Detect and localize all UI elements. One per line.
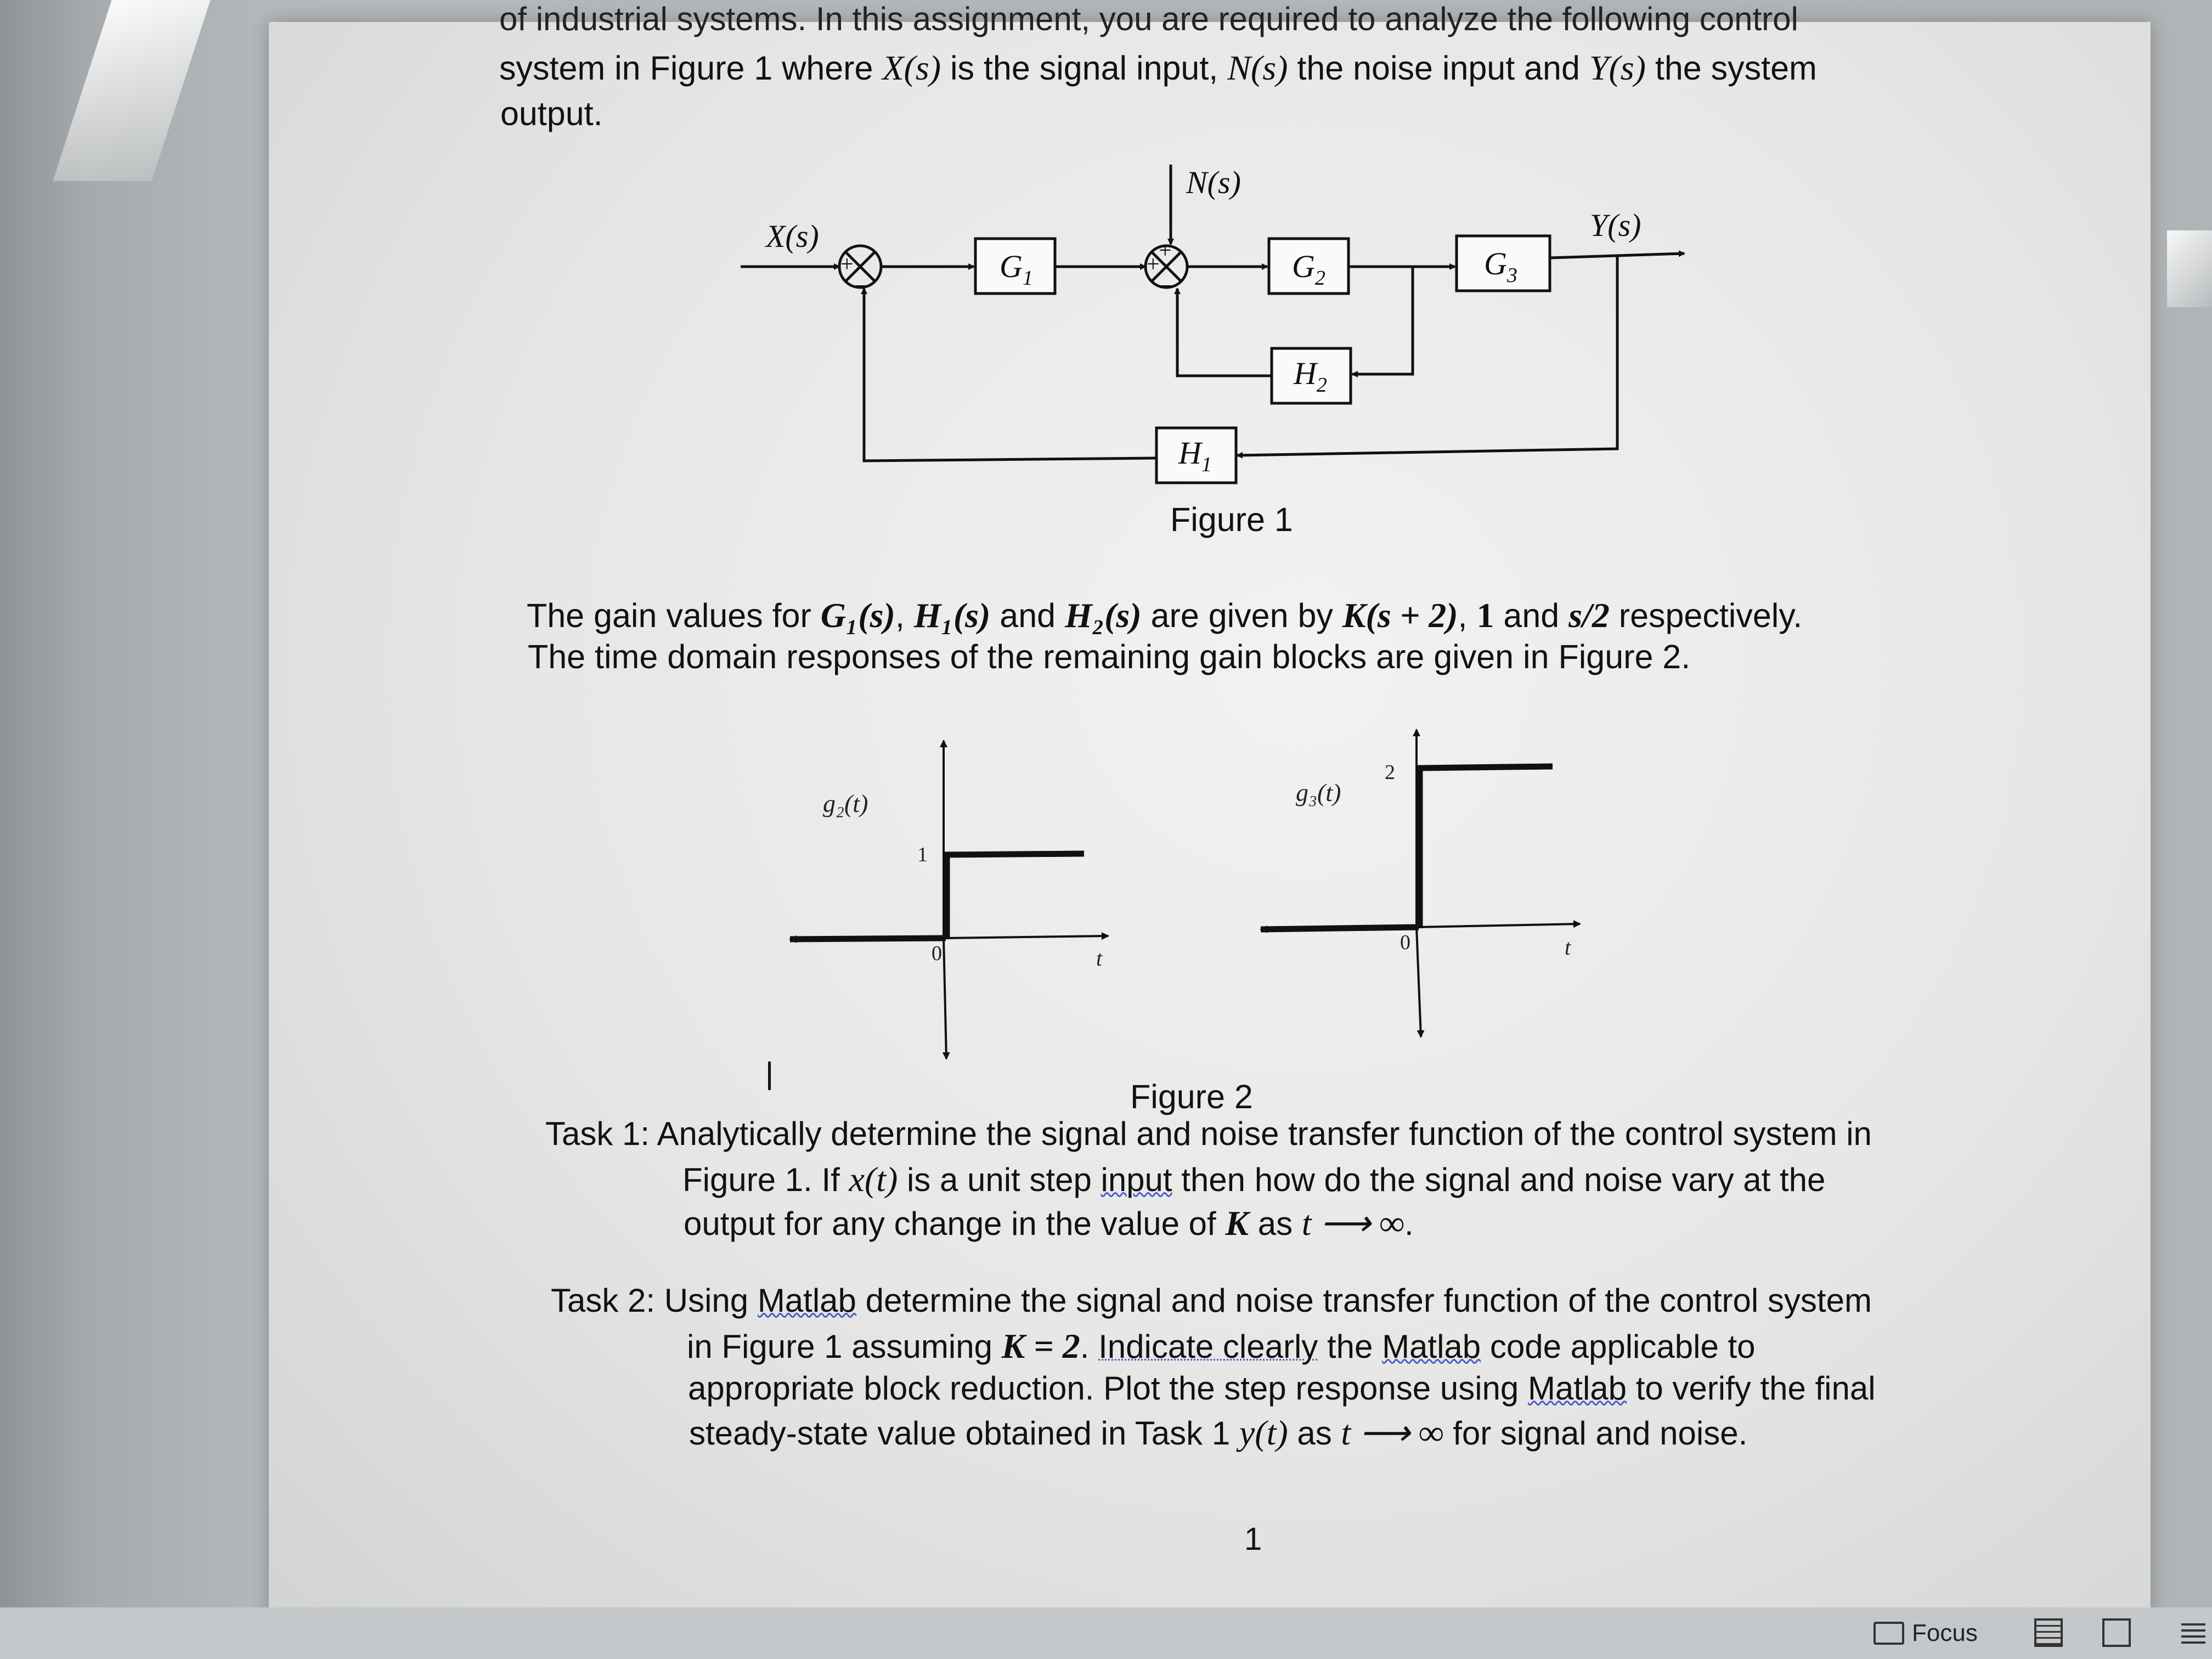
task2-text: as: [1288, 1415, 1341, 1452]
g2-origin-label: 0: [932, 942, 942, 965]
figure-2-caption: Figure 2: [1130, 1078, 1253, 1115]
print-layout-view-icon[interactable]: [2034, 1618, 2063, 1647]
task1-text: is a unit step: [898, 1161, 1101, 1198]
task2-text: appropriate block reduction. Plot the step response using: [688, 1370, 1528, 1407]
light-reflection: [53, 0, 210, 181]
h2-symbol: H₂(s): [1065, 596, 1142, 635]
task2-line-1: [551, 1280, 1872, 1321]
block-diagram-figure-1: [713, 159, 1810, 499]
g3-t-axis-label: t: [1565, 935, 1571, 960]
k-equals-2: K = 2: [1001, 1327, 1080, 1365]
task1-line-3: [684, 1201, 1414, 1245]
gains-line-1: [527, 594, 1802, 637]
task2-text: to verify the final: [1627, 1370, 1876, 1407]
n-noise-label: N(s): [1186, 165, 1241, 200]
gains-text: respectively.: [1609, 597, 1803, 634]
task2-text: for signal and noise.: [1443, 1415, 1748, 1452]
text-cursor: [768, 1062, 771, 1090]
intro-line-1: [499, 46, 1817, 89]
t-to-infinity: t ⟶ ∞: [1301, 1204, 1404, 1243]
g2-negative-time-line: [790, 938, 946, 939]
task2-text: .: [1080, 1328, 1099, 1365]
x-input-label: X(s): [766, 218, 819, 254]
task2-text: determine the signal and noise transfer function of the control system: [856, 1282, 1872, 1319]
task1-line-1: Task 1: Analytically determine the signal and noise transfer function of the control system in: [545, 1115, 1872, 1152]
gains-text: ,: [1458, 597, 1477, 634]
g3-origin-label: 0: [1400, 931, 1410, 954]
step-response-figure-2: [779, 724, 1602, 1064]
sum1-plus-sign: +: [840, 252, 854, 277]
spellcheck-word-input[interactable]: input: [1101, 1161, 1172, 1198]
focus-mode-button[interactable]: [1874, 1620, 1978, 1647]
g2-label: $G_2$: [1292, 249, 1325, 290]
light-reflection: [2167, 230, 2212, 307]
g3-axis-label: g₃(t): [1296, 778, 1341, 806]
outline-view-icon[interactable]: [2181, 1620, 2205, 1646]
intro-text: is the signal input,: [941, 49, 1228, 87]
sum2-minus-sign: −: [1160, 274, 1173, 299]
gains-text: are given by: [1141, 597, 1342, 634]
sum1-minus-sign: −: [855, 274, 868, 299]
cut-top-line: of industrial systems. In this assignment, you are required to analyze the following control: [499, 1, 1798, 37]
focus-label: Focus: [1912, 1620, 1978, 1646]
y-of-t-symbol: y(t): [1239, 1413, 1288, 1452]
gains-line-2: The time domain responses of the remaining gain blocks are given in Figure 2.: [528, 638, 1691, 675]
h2-feedback-path-out: [1177, 289, 1272, 376]
y-output-label: Y(s): [1590, 207, 1641, 243]
spellcheck-word-matlab[interactable]: Matlab: [1382, 1328, 1481, 1365]
page-number: 1: [1244, 1521, 1262, 1557]
g1-gain-value: K(s + 2): [1342, 596, 1458, 635]
g3-label: $G_3$: [1484, 246, 1517, 287]
gains-text: and: [990, 597, 1065, 634]
intro-y-symbol: Y(s): [1589, 48, 1646, 87]
sum2-plus-sign-top: +: [1159, 238, 1172, 263]
g3-negative-time-line: [1261, 927, 1419, 929]
x-of-t-symbol: x(t): [849, 1160, 898, 1199]
h2-gain-value: s/2: [1568, 596, 1610, 635]
intro-n-symbol: N(s): [1227, 48, 1288, 87]
gains-text: ,: [895, 597, 914, 634]
k-symbol: K: [1225, 1204, 1249, 1243]
task1-text: .: [1404, 1205, 1414, 1242]
h2-feedback-path-in: [1352, 267, 1413, 374]
g3-level-label: 2: [1385, 761, 1395, 784]
task1-text: Figure 1. If: [682, 1161, 849, 1198]
task1-text: then how do the signal and noise vary at the: [1172, 1161, 1826, 1198]
gains-text: and: [1494, 597, 1569, 634]
g2-axis-label: g₂(t): [823, 789, 868, 817]
g1-symbol: G₁(s): [820, 596, 895, 635]
task2-text: code applicable to: [1481, 1328, 1756, 1365]
h1-gain-value: 1: [1476, 596, 1494, 635]
intro-text: the system: [1645, 49, 1817, 87]
g3-step-line: [1420, 766, 1553, 928]
task1-text: as: [1249, 1205, 1302, 1242]
task1-text: output for any change in the value of: [684, 1205, 1226, 1242]
task2-line-2: [687, 1324, 1756, 1368]
figure-1-caption: Figure 1: [1170, 501, 1293, 538]
intro-text: the noise input and: [1288, 49, 1589, 87]
intro-line-2: output.: [500, 95, 603, 132]
h1-symbol: H₁(s): [913, 596, 991, 635]
g2-step-line: [947, 854, 1084, 939]
spellcheck-word-matlab[interactable]: Matlab: [1527, 1370, 1627, 1407]
sum2-plus-sign-left: +: [1147, 252, 1160, 277]
t-to-infinity: t ⟶ ∞: [1341, 1413, 1444, 1452]
g2-plot: [790, 741, 1108, 1059]
task1-line-2: [682, 1158, 1825, 1201]
task2-text: in Figure 1 assuming: [687, 1328, 1002, 1365]
gains-text: The gain values for: [527, 597, 821, 634]
h1-feedback-path-out: [864, 289, 1156, 461]
h1-label: $H_1$: [1178, 435, 1212, 476]
g1-label: $G_1$: [1000, 249, 1033, 290]
task2-text: steady-state value obtained in Task 1: [689, 1415, 1239, 1452]
task2-line-4: [689, 1411, 1747, 1454]
focus-icon: [1874, 1622, 1904, 1645]
web-layout-view-icon[interactable]: [2102, 1618, 2131, 1647]
grammar-mark-indicate-clearly[interactable]: Indicate clearly: [1098, 1328, 1318, 1365]
h2-label: $H_2$: [1294, 356, 1327, 397]
status-bar: [0, 1607, 2212, 1659]
task2-text: Task 2: Using: [551, 1282, 758, 1319]
intro-text: system in Figure 1 where: [499, 49, 883, 87]
intro-x-symbol: X(s): [882, 48, 941, 87]
g2-t-axis-label: t: [1096, 946, 1103, 970]
g3-plot: [1261, 730, 1580, 1037]
task2-text: the: [1318, 1328, 1383, 1365]
spellcheck-word-matlab[interactable]: Matlab: [757, 1282, 856, 1319]
g2-level-label: 1: [917, 843, 928, 866]
task2-line-3: [688, 1368, 1876, 1409]
